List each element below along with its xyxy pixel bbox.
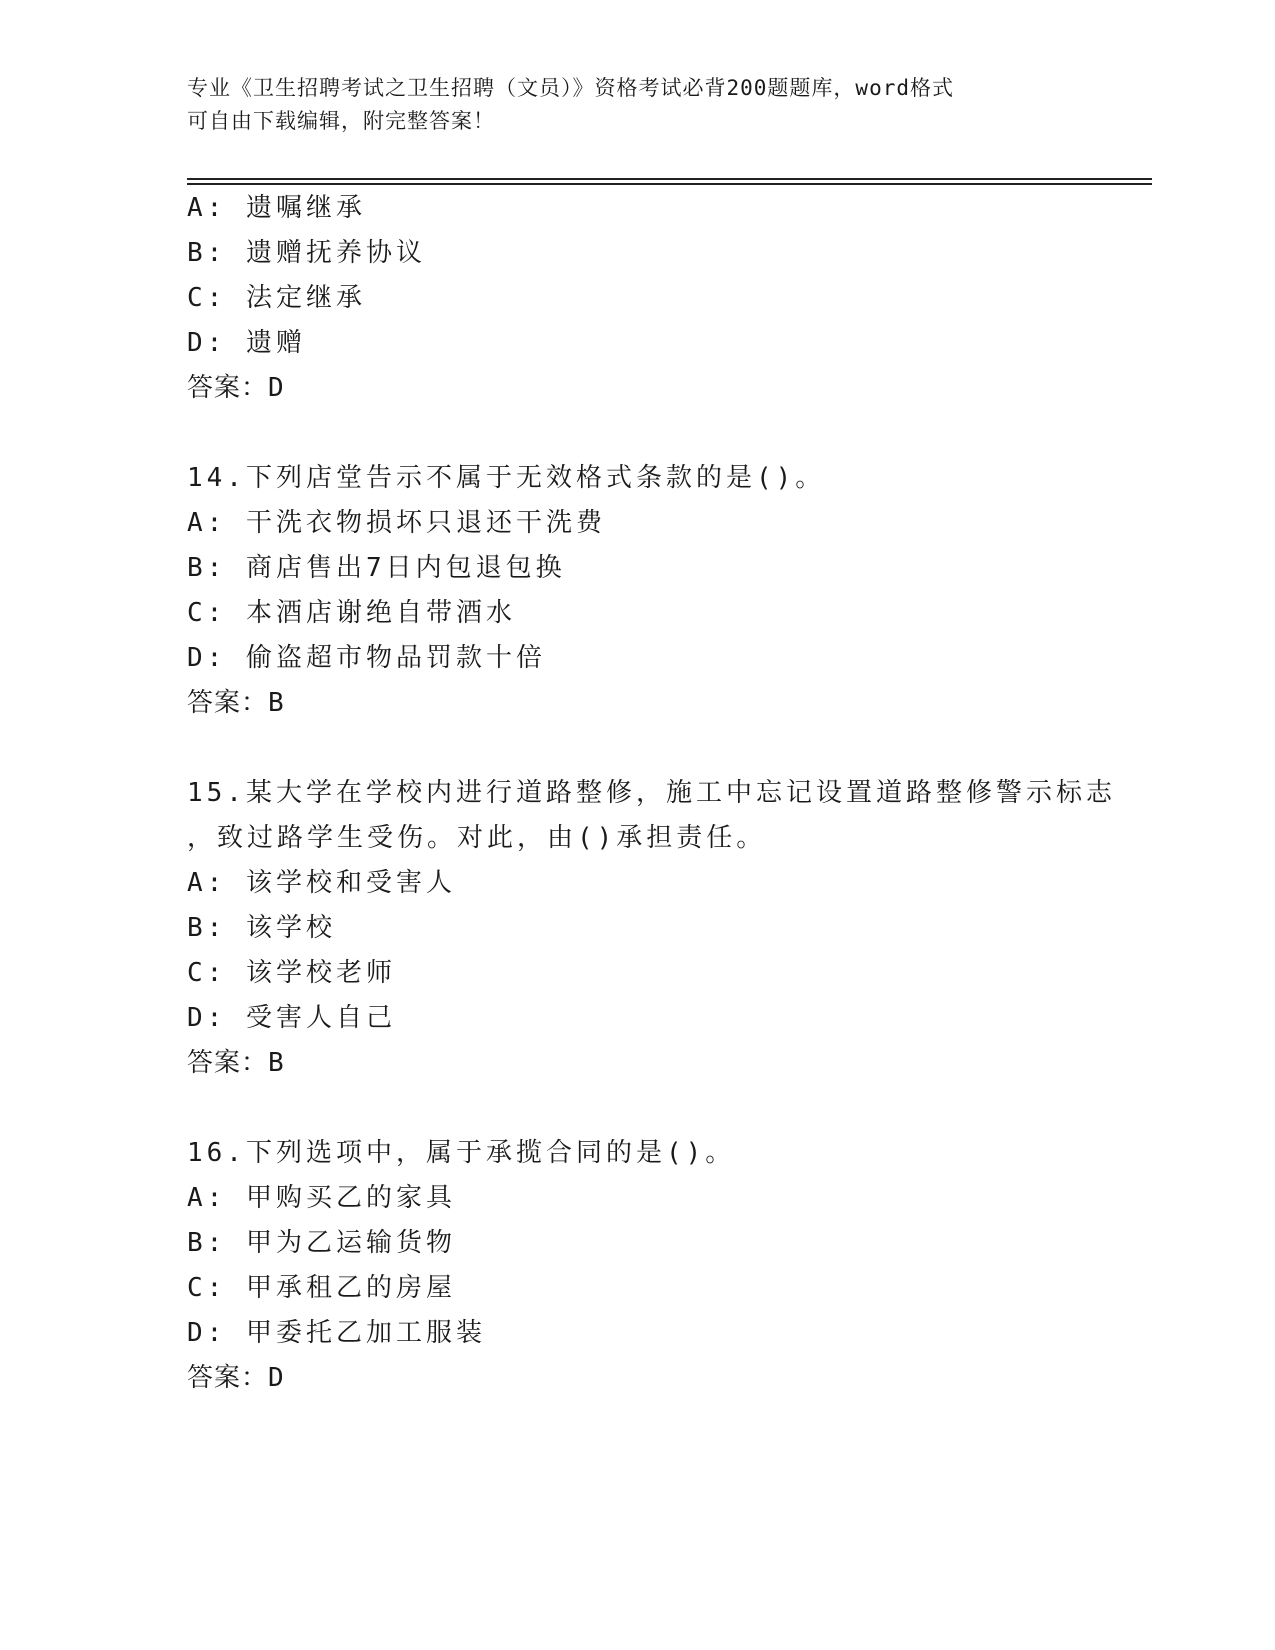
header-rule-top [187, 178, 1152, 180]
q13-option-a: A: 遗嘱继承 [187, 193, 366, 223]
q16-stem: 16.下列选项中，属于承揽合同的是()。 [187, 1138, 736, 1168]
q15-option-b: B: 该学校 [187, 913, 336, 943]
q14-answer: 答案：B [187, 688, 285, 718]
q16-answer: 答案：D [187, 1363, 285, 1393]
q15-option-a: A: 该学校和受害人 [187, 868, 456, 898]
header-rule-bottom [187, 183, 1152, 185]
q15-stem-line-2: ，致过路学生受伤。对此，由()承担责任。 [187, 823, 767, 853]
q15-answer: 答案：B [187, 1048, 285, 1078]
q16-option-d: D: 甲委托乙加工服装 [187, 1318, 486, 1348]
q13-answer: 答案：D [187, 373, 285, 403]
q15-stem-line-1: 15.某大学在学校内进行道路整修，施工中忘记设置道路整修警示标志 [187, 778, 1116, 808]
q14-option-a: A: 干洗衣物损坏只退还干洗费 [187, 508, 606, 538]
q13-option-b: B: 遗赠抚养协议 [187, 238, 426, 268]
q16-option-b: B: 甲为乙运输货物 [187, 1228, 456, 1258]
q16-option-a: A: 甲购买乙的家具 [187, 1183, 456, 1213]
q14-option-c: C: 本酒店谢绝自带酒水 [187, 598, 516, 628]
header-line-1: 专业《卫生招聘考试之卫生招聘（文员）》资格考试必背200题题库，word格式 [187, 76, 954, 100]
q14-option-b: B: 商店售出7日内包退包换 [187, 553, 566, 583]
q13-option-c: C: 法定继承 [187, 283, 366, 313]
document-header [187, 72, 1067, 138]
q15-option-c: C: 该学校老师 [187, 958, 396, 988]
header-line-2: 可自由下载编辑，附完整答案！ [187, 109, 495, 133]
q16-option-c: C: 甲承租乙的房屋 [187, 1273, 456, 1303]
q14-option-d: D: 偷盗超市物品罚款十倍 [187, 643, 546, 673]
q15-option-d: D: 受害人自己 [187, 1003, 396, 1033]
q13-option-d: D: 遗赠 [187, 328, 306, 358]
q14-stem: 14.下列店堂告示不属于无效格式条款的是()。 [187, 463, 826, 493]
